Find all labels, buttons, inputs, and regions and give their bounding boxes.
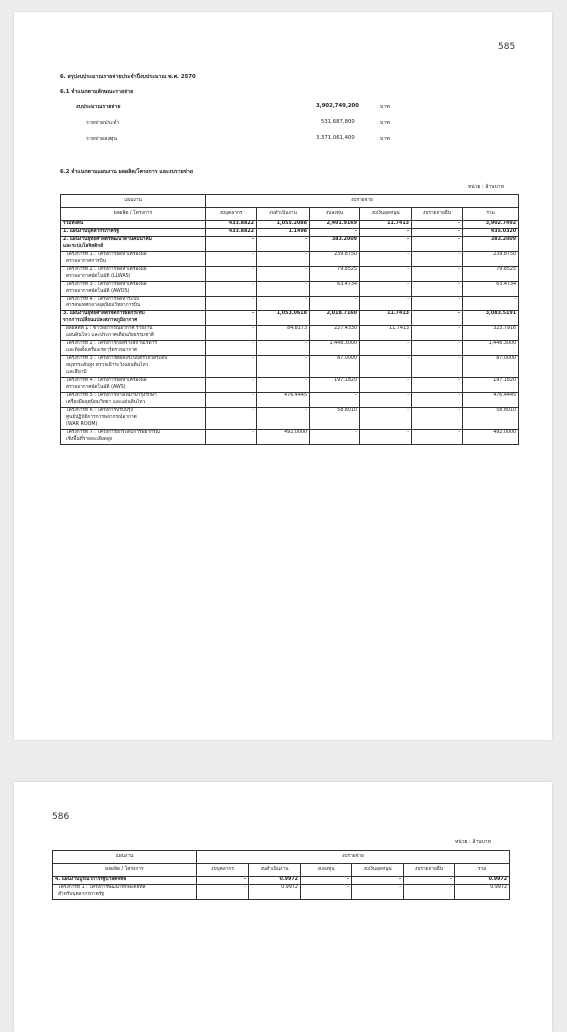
row-value: 58.8010 [463,407,519,429]
row-value: - [301,877,352,885]
summary-unit: บาท [380,104,390,110]
row-value: - [206,392,257,407]
summary-value: 531,687,800 [321,119,355,125]
table-row [61,341,519,356]
row-value: - [412,281,463,296]
row-value: 3,902.7492 [463,221,519,229]
row-value: - [206,311,257,326]
row-label-line: โครงการที่ 4 : โครงการจัดหาระบบ [66,296,140,302]
header-col: งบดำเนินงาน [249,864,301,877]
row-label [61,356,206,378]
row-label [61,326,206,341]
budget-table [60,194,519,445]
row-value: 87.0000 [310,356,360,378]
row-value: - [310,429,360,444]
row-value: 0.9972 [249,877,301,885]
row-value: - [412,311,463,326]
table-row [53,877,510,885]
row-value: - [206,251,257,266]
summary-label: รายจ่ายลงทุน [86,136,118,142]
row-label [61,429,206,444]
table-body [53,877,510,900]
header-plan: แผนงาน [53,851,197,864]
row-value: - [257,266,310,281]
table-row [61,429,519,444]
document-page-586 [14,782,552,1032]
row-value: - [360,356,412,378]
row-label [61,228,206,236]
row-value: 227.4330 [310,326,360,341]
row-value: 1,055.2088 [257,221,310,229]
row-value: - [206,296,257,311]
row-value: - [412,228,463,236]
row-value: - [412,236,463,251]
row-value: 197.1820 [463,378,519,393]
row-value: 197.1820 [310,378,360,393]
table-body [61,221,519,445]
header-col: งบลงทุน [310,208,360,221]
header-col: งบเงินอุดหนุน [360,208,412,221]
row-label-line: ศูนย์ปฏิบัติการการพยากรณ์อากาศ [66,414,137,420]
row-value: - [412,429,463,444]
row-value: - [206,341,257,356]
row-value: 2,401.9169 [310,221,360,229]
row-label-line: 1. แผนงานบุคลากรภาครัฐ [63,228,119,234]
row-label [61,378,206,393]
row-value: - [301,884,352,899]
summary-value: 3,371,061,400 [316,135,355,141]
row-value: 0.9972 [455,884,510,899]
header-col: รวม [463,208,519,221]
section-heading: 6. สรุปงบประมาณรายจ่ายประจำปีงบประมาณ พ.ศ. 2570 [60,74,196,80]
header-col: งบดำเนินงาน [257,208,310,221]
header-budget-group: งบรายจ่าย [206,195,519,208]
row-value: - [257,378,310,393]
row-label-line: โครงการที่ 4 : โครงการจัดหาเครื่องมือ [66,378,147,384]
row-value: - [463,296,519,311]
row-value: 239.8750 [310,251,360,266]
row-value: - [412,356,463,378]
table-row [61,392,519,407]
row-value: 492.0000 [463,429,519,444]
header-col: รวม [455,864,510,877]
summary-label: รายจ่ายประจำ [86,120,120,126]
row-label-line: 3. แผนงานยุทธศาสตร์จัดการผลกระทบ [63,311,145,317]
row-value: - [206,378,257,393]
header-col: งบบุคลากร [206,208,257,221]
row-value: - [412,266,463,281]
row-value: - [206,236,257,251]
row-value: 383.2009 [463,236,519,251]
row-value: - [197,877,249,885]
unit-note: หน่วย : ล้านบาท [455,839,491,845]
row-label [61,251,206,266]
row-label [61,221,206,229]
table-row [53,884,510,899]
row-value: 87.0000 [463,356,519,378]
row-value: - [360,392,412,407]
row-value: 476.4445 [463,392,519,407]
row-label-line: ตรวจอากาศอัตโนมัติ (LLWAS) [66,273,131,279]
row-label [61,296,206,311]
row-value: 383.2009 [310,236,360,251]
summary-label: งบประมาณรายจ่าย [76,104,121,110]
row-label-line: สำหรับบุคลากรภาครัฐ [58,891,105,897]
document-page-585 [14,12,552,740]
row-label-line: จากการเปลี่ยนแปลงสภาพภูมิอากาศ [63,318,138,324]
table-row [61,356,519,378]
row-value: 63.4734 [310,281,360,296]
row-value: - [360,281,412,296]
row-value: 476.4445 [257,392,310,407]
row-label-line: ผลผลิตที่ 1 : ข่าวพยากรณ์อากาศ รายงาน [66,326,153,332]
row-label-line: 2. แผนงานยุทธศาสตร์พัฒนาด้านคมนาคม [63,236,152,242]
row-value: 63.4734 [463,281,519,296]
row-value: - [360,236,412,251]
row-label-line: ตรวจอากาศอัตโนมัติ (AWS) [66,384,126,390]
page-number: 585 [498,42,516,52]
row-value: - [404,884,455,899]
row-value: - [412,251,463,266]
row-value: - [206,326,257,341]
row-value: 1,053.0618 [257,311,310,326]
row-value: - [412,407,463,429]
table-row [61,221,519,229]
row-label-line: สมุทรระดับสูง ตรวจเฝ้าระวังแผ่นดินไหว [66,363,149,369]
page-number: 586 [52,812,70,822]
row-value: - [360,251,412,266]
row-value: - [360,429,412,444]
summary-unit: บาท [380,136,390,142]
row-value: 84.8173 [257,326,310,341]
row-value: 0.9972 [249,884,301,899]
header-output: ผลผลิต / โครงการ [53,864,197,877]
row-value: - [412,341,463,356]
row-label-line: โครงการที่ 3 : โครงการจัดหาเครื่องมือ [66,281,147,287]
row-label-line: โครงการที่ 5 : โครงการจ้างเหมาบำรุงรักษา [66,392,157,398]
row-label-line: เครื่องมืออุตุนิยมวิทยา และแผ่นดินไหว [66,399,146,405]
row-label-line: โครงการที่ 2 : โครงการก่อสร้างสถานีเรดาร์ [66,341,157,347]
row-value: 11.7413 [360,326,412,341]
row-value: 58.8010 [310,407,360,429]
sub-heading-2: 6.2 จำแนกตามแผนงาน ผลผลิต/โครงการ และงบรายจ่าย [60,169,193,175]
row-value: 492.0000 [257,429,310,444]
row-value: - [206,429,257,444]
header-col: งบเงินอุดหนุน [352,864,404,877]
row-value: - [360,228,412,236]
row-value: - [360,296,412,311]
row-value: 11.7413 [360,221,412,229]
row-value: - [257,341,310,356]
table-row [61,266,519,281]
row-value: 1,448.3000 [310,341,360,356]
row-label-line: โครงการที่ 3 : โครงการติดตั้งระบบตรวจวัดระดับ [66,356,168,362]
row-value: - [412,326,463,341]
row-label-line: โครงการที่ 1 : โครงการพัฒนาทักษะดิจิทัล [58,884,146,890]
row-label-line: ตรวจอากาศการบิน [66,258,106,264]
table-row [61,228,519,236]
table-row [61,251,519,266]
header-budget-group: งบรายจ่าย [197,851,510,864]
row-value: - [412,378,463,393]
row-value: 2,018.7160 [310,311,360,326]
row-label-line: รวมทั้งสิ้น [63,221,84,226]
row-label-line: เชิงพื้นที่รายละเอียดสูง [66,436,113,442]
row-label [61,407,206,429]
row-label-line: โครงการที่ 7 : โครงการยกระดับการพยากรณ์ [66,429,160,435]
row-value: - [412,221,463,229]
row-value: - [257,281,310,296]
row-label [61,311,206,326]
row-value: - [197,884,249,899]
sub-heading-1: 6.1 จำแนกตามลักษณะรายจ่าย [60,89,134,95]
row-label [61,236,206,251]
row-value: - [360,378,412,393]
row-label [61,281,206,296]
row-label [53,884,197,899]
row-value: - [206,266,257,281]
row-value: 433.8822 [206,228,257,236]
row-value: - [257,356,310,378]
table-row [61,326,519,341]
row-label-line: โครงการที่ 2 : โครงการจัดหาเครื่องมือ [66,266,147,272]
row-value: 79.8525 [310,266,360,281]
row-value: - [404,877,455,885]
row-value: - [257,251,310,266]
row-value: - [206,356,257,378]
budget-table-continued [52,850,510,900]
header-col: งบรายจ่ายอื่น [404,864,455,877]
header-col: งบรายจ่ายอื่น [412,208,463,221]
table-row [61,378,519,393]
row-value: 1,448.3000 [463,341,519,356]
row-value: - [310,228,360,236]
row-label [53,877,197,885]
row-label [61,266,206,281]
row-value: - [257,296,310,311]
row-value: - [206,281,257,296]
row-label-line: โครงการที่ 6 : โครงการปรับปรุง [66,407,133,413]
row-value: 323.7916 [463,326,519,341]
row-label-line: ตรวจอากาศอัตโนมัติ (AWOS) [66,288,130,294]
header-plan: แผนงาน [61,195,206,208]
row-value: - [412,392,463,407]
row-value: - [360,266,412,281]
row-value: - [257,407,310,429]
header-col: งบลงทุน [301,864,352,877]
row-value: 1.1498 [257,228,310,236]
row-value: 0.9972 [455,877,510,885]
row-value: - [206,407,257,429]
row-label-line: สารสนเทศกลางอุตุนิยมวิทยาการบิน [66,303,141,309]
row-label-line: และติดตั้งเครื่องเรดาร์ตรวจอากาศ [66,348,137,354]
table-row [61,296,519,311]
row-label-line: และสึนามิ [66,370,87,376]
row-value: - [257,236,310,251]
row-value: - [352,877,404,885]
header-col: งบบุคลากร [197,864,249,877]
row-value: 3,083.5191 [463,311,519,326]
row-value: 79.8525 [463,266,519,281]
summary-unit: บาท [380,120,390,126]
row-value: 433.8822 [206,221,257,229]
row-label-line: โครงการที่ 1 : โครงการจัดหาเครื่องมือ [66,251,147,257]
row-value: - [412,296,463,311]
row-label-line: แผ่นดินไหว และประกาศเตือนภัยธรรมชาติ [66,333,155,339]
row-value: 239.8750 [463,251,519,266]
table-row [61,281,519,296]
header-output: ผลผลิต / โครงการ [61,208,206,221]
row-label-line: 4. แผนงานบูรณาการรัฐบาลดิจิทัล [55,877,127,882]
table-row [61,311,519,326]
table-row [61,407,519,429]
row-value: - [360,407,412,429]
row-label [61,392,206,407]
row-label [61,341,206,356]
unit-note: หน่วย : ล้านบาท [468,184,504,190]
row-value: - [360,341,412,356]
table-row [61,236,519,251]
row-value: - [310,296,360,311]
row-value: - [352,884,404,899]
row-label-line: และระบบโลจิสติกส์ [63,243,104,249]
row-label-line: (WAR ROOM) [66,421,98,427]
summary-value: 3,902,749,200 [316,103,359,109]
row-value: 435.0320 [463,228,519,236]
row-value: - [310,392,360,407]
row-value: 11.7413 [360,311,412,326]
